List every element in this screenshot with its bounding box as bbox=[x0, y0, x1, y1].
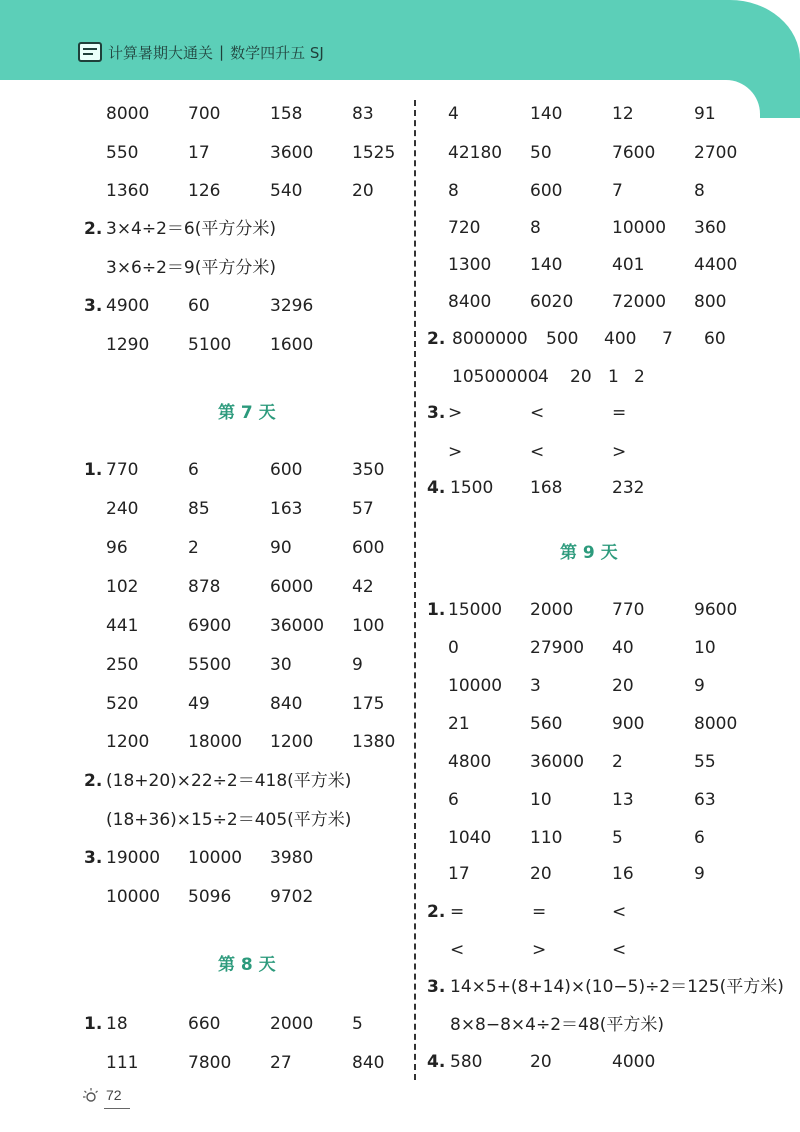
day9-q1-cell: 560 bbox=[530, 714, 563, 734]
day9-q4-cell: 4000 bbox=[612, 1052, 656, 1072]
day7-q1-cell: 600 bbox=[270, 460, 303, 480]
left-intro-cell: 126 bbox=[188, 181, 221, 201]
right-q4-cell: 1500 bbox=[450, 478, 494, 498]
day9-q1-cell: 20 bbox=[530, 864, 552, 884]
day9-q2-cell: < bbox=[612, 940, 627, 960]
right-intro-cell: 7 bbox=[612, 181, 623, 201]
day9-q1-cell: 2 bbox=[612, 752, 623, 772]
column-divider bbox=[414, 100, 416, 1080]
left-intro-cell: 17 bbox=[188, 143, 210, 163]
right-intro-cell: 360 bbox=[694, 218, 727, 238]
header-title-bar bbox=[78, 38, 324, 66]
day9-q2-cell: = bbox=[450, 902, 465, 922]
left-q3-cell: 60 bbox=[188, 296, 210, 316]
day7-q1-cell: 1200 bbox=[106, 732, 150, 752]
day7-q1-cell: 1200 bbox=[270, 732, 314, 752]
question-number: 2. bbox=[427, 329, 446, 349]
day9-q1-cell: 9 bbox=[694, 864, 705, 884]
left-intro-cell: 540 bbox=[270, 181, 303, 201]
right-q2a-cell: 8000000 bbox=[452, 329, 528, 349]
day7-q3-cell: 10000 bbox=[106, 887, 161, 907]
day9-q1-cell: 17 bbox=[448, 864, 470, 884]
day7-q1-cell: 240 bbox=[106, 499, 139, 519]
day7-q1-cell: 90 bbox=[270, 538, 292, 558]
day7-q1-cell: 441 bbox=[106, 616, 139, 636]
day7-q1-cell: 9 bbox=[352, 655, 363, 675]
day7-q1-cell: 2 bbox=[188, 538, 199, 558]
right-q3-cell: < bbox=[530, 442, 545, 462]
day9-q1-cell: 2000 bbox=[530, 600, 574, 620]
right-intro-cell: 8 bbox=[530, 218, 541, 238]
day9-q1-cell: 16 bbox=[612, 864, 634, 884]
day7-q1-cell: 878 bbox=[188, 577, 221, 597]
right-q2a-cell: 400 bbox=[604, 329, 637, 349]
day7-q3-cell: 19000 bbox=[106, 848, 161, 868]
day9-q1-cell: 9 bbox=[694, 676, 705, 696]
left-q3-cell: 1600 bbox=[270, 335, 314, 355]
day7-q1-cell: 18000 bbox=[188, 732, 243, 752]
day9-q1-cell: 10 bbox=[694, 638, 716, 658]
question-number: 4. bbox=[427, 1052, 446, 1072]
day7-q1-cell: 30 bbox=[270, 655, 292, 675]
day9-q2-cell: = bbox=[532, 902, 547, 922]
day7-q1-cell: 100 bbox=[352, 616, 385, 636]
right-intro-cell: 4 bbox=[448, 104, 459, 124]
day9-q2-cell: < bbox=[612, 902, 627, 922]
left-intro-cell: 1360 bbox=[106, 181, 150, 201]
question-number: 3. bbox=[84, 848, 103, 868]
left-intro-cell: 83 bbox=[352, 104, 374, 124]
day9-q1-cell: 6 bbox=[694, 828, 705, 848]
right-intro-cell: 2700 bbox=[694, 143, 738, 163]
day9-q1-cell: 15000 bbox=[448, 600, 503, 620]
day9-q1-cell: 110 bbox=[530, 828, 563, 848]
question-number: 3. bbox=[427, 403, 446, 423]
day7-q1-cell: 250 bbox=[106, 655, 139, 675]
day7-q1-cell: 85 bbox=[188, 499, 210, 519]
right-intro-cell: 50 bbox=[530, 143, 552, 163]
right-q3-cell: > bbox=[612, 442, 627, 462]
right-intro-cell: 7600 bbox=[612, 143, 656, 163]
answer-line: 3×4÷2＝6(平方分米) bbox=[106, 219, 277, 239]
left-intro-cell: 158 bbox=[270, 104, 303, 124]
question-number: 2. bbox=[84, 771, 103, 791]
question-number: 3. bbox=[427, 977, 446, 997]
right-q2b-cell: 10500000 bbox=[452, 367, 539, 387]
day7-q1-cell: 96 bbox=[106, 538, 128, 558]
question-number: 2. bbox=[427, 902, 446, 922]
right-intro-cell: 8 bbox=[448, 181, 459, 201]
subject-title: 数学四升五 SJ bbox=[230, 43, 324, 62]
day9-q1-cell: 55 bbox=[694, 752, 716, 772]
day9-q1-cell: 8000 bbox=[694, 714, 738, 734]
right-intro-cell: 10000 bbox=[612, 218, 667, 238]
right-q3-cell: > bbox=[448, 442, 463, 462]
day7-q1-cell: 600 bbox=[352, 538, 385, 558]
footer bbox=[82, 1086, 122, 1104]
day8-q1-cell: 7800 bbox=[188, 1053, 232, 1073]
left-intro-cell: 3600 bbox=[270, 143, 314, 163]
book-icon bbox=[78, 42, 102, 62]
day9-q1-cell: 13 bbox=[612, 790, 634, 810]
page-number-underline bbox=[104, 1108, 130, 1109]
right-q2a-cell: 7 bbox=[662, 329, 673, 349]
question-number: 2. bbox=[84, 219, 103, 239]
right-q2b-cell: 20 bbox=[570, 367, 592, 387]
answer-line: (18+20)×22÷2＝418(平方米) bbox=[106, 771, 352, 791]
day7-q1-cell: 175 bbox=[352, 694, 385, 714]
right-q2b-cell: 2 bbox=[634, 367, 645, 387]
day7-q3-cell: 9702 bbox=[270, 887, 314, 907]
day7-q1-cell: 5500 bbox=[188, 655, 232, 675]
day7-q1-cell: 49 bbox=[188, 694, 210, 714]
day8-q1-cell: 5 bbox=[352, 1014, 363, 1034]
day7-q1-cell: 57 bbox=[352, 499, 374, 519]
day7-q1-cell: 36000 bbox=[270, 616, 325, 636]
day8-q1-cell: 840 bbox=[352, 1053, 385, 1073]
day7-q1-cell: 1380 bbox=[352, 732, 396, 752]
day9-q1-cell: 0 bbox=[448, 638, 459, 658]
day9-q2-cell: < bbox=[450, 940, 465, 960]
left-intro-cell: 8000 bbox=[106, 104, 150, 124]
right-q4-cell: 168 bbox=[530, 478, 563, 498]
answer-line: 8×8−8×4÷2＝48(平方米) bbox=[450, 1015, 664, 1035]
day9-q1-cell: 63 bbox=[694, 790, 716, 810]
right-q3-cell: > bbox=[448, 403, 463, 423]
right-intro-cell: 42180 bbox=[448, 143, 503, 163]
right-intro-cell: 8400 bbox=[448, 292, 492, 312]
right-intro-cell: 1300 bbox=[448, 255, 492, 275]
day7-q1-cell: 840 bbox=[270, 694, 303, 714]
question-number: 1. bbox=[84, 1014, 103, 1034]
answer-line: 3×6÷2＝9(平方分米) bbox=[106, 258, 277, 278]
right-q2a-cell: 60 bbox=[704, 329, 726, 349]
right-intro-cell: 800 bbox=[694, 292, 727, 312]
day7-q1-cell: 163 bbox=[270, 499, 303, 519]
right-q3-cell: < bbox=[530, 403, 545, 423]
answer-line: 14×5+(8+14)×(10−5)÷2＝125(平方米) bbox=[450, 977, 784, 997]
day9-q1-cell: 40 bbox=[612, 638, 634, 658]
day8-q1-cell: 27 bbox=[270, 1053, 292, 1073]
day9-q1-cell: 21 bbox=[448, 714, 470, 734]
day9-q1-cell: 27900 bbox=[530, 638, 585, 658]
day9-q4-cell: 580 bbox=[450, 1052, 483, 1072]
left-intro-cell: 20 bbox=[352, 181, 374, 201]
page-number: 72 bbox=[106, 1087, 122, 1103]
right-intro-cell: 140 bbox=[530, 104, 563, 124]
right-intro-cell: 600 bbox=[530, 181, 563, 201]
day-heading: 第 8 天 bbox=[218, 955, 276, 975]
day9-q1-cell: 1040 bbox=[448, 828, 492, 848]
day7-q1-cell: 350 bbox=[352, 460, 385, 480]
question-number: 1. bbox=[84, 460, 103, 480]
right-q2a-cell: 500 bbox=[546, 329, 579, 349]
right-q3-cell: = bbox=[612, 403, 627, 423]
day-heading: 第 9 天 bbox=[560, 543, 618, 563]
question-number: 4. bbox=[427, 478, 446, 498]
day9-q1-cell: 10000 bbox=[448, 676, 503, 696]
title-separator: | bbox=[219, 43, 225, 61]
day7-q1-cell: 6 bbox=[188, 460, 199, 480]
day7-q1-cell: 6900 bbox=[188, 616, 232, 636]
day8-q1-cell: 111 bbox=[106, 1053, 139, 1073]
right-intro-cell: 140 bbox=[530, 255, 563, 275]
answer-line: (18+36)×15÷2＝405(平方米) bbox=[106, 810, 352, 830]
left-intro-cell: 1525 bbox=[352, 143, 396, 163]
day7-q3-cell: 5096 bbox=[188, 887, 232, 907]
series-title: 计算暑期大通关 bbox=[108, 43, 214, 62]
day9-q1-cell: 6 bbox=[448, 790, 459, 810]
right-intro-cell: 8 bbox=[694, 181, 705, 201]
day7-q1-cell: 102 bbox=[106, 577, 139, 597]
right-intro-cell: 4400 bbox=[694, 255, 738, 275]
right-q4-cell: 232 bbox=[612, 478, 645, 498]
right-intro-cell: 720 bbox=[448, 218, 481, 238]
question-number: 3. bbox=[84, 296, 103, 316]
day9-q1-cell: 10 bbox=[530, 790, 552, 810]
left-q3-cell: 3296 bbox=[270, 296, 314, 316]
right-intro-cell: 401 bbox=[612, 255, 645, 275]
day9-q1-cell: 36000 bbox=[530, 752, 585, 772]
day7-q1-cell: 6000 bbox=[270, 577, 314, 597]
day9-q1-cell: 20 bbox=[612, 676, 634, 696]
day8-q1-cell: 660 bbox=[188, 1014, 221, 1034]
day-heading: 第 7 天 bbox=[218, 403, 276, 423]
day8-q1-cell: 18 bbox=[106, 1014, 128, 1034]
day7-q1-cell: 42 bbox=[352, 577, 374, 597]
day9-q1-cell: 4800 bbox=[448, 752, 492, 772]
day9-q1-cell: 5 bbox=[612, 828, 623, 848]
left-q3-cell: 4900 bbox=[106, 296, 150, 316]
day9-q4-cell: 20 bbox=[530, 1052, 552, 1072]
left-intro-cell: 700 bbox=[188, 104, 221, 124]
right-intro-cell: 72000 bbox=[612, 292, 667, 312]
right-intro-cell: 91 bbox=[694, 104, 716, 124]
right-intro-cell: 6020 bbox=[530, 292, 574, 312]
day9-q1-cell: 3 bbox=[530, 676, 541, 696]
right-intro-cell: 12 bbox=[612, 104, 634, 124]
day7-q1-cell: 520 bbox=[106, 694, 139, 714]
day9-q2-cell: > bbox=[532, 940, 547, 960]
day9-q1-cell: 900 bbox=[612, 714, 645, 734]
left-q3-cell: 5100 bbox=[188, 335, 232, 355]
day7-q1-cell: 770 bbox=[106, 460, 139, 480]
day9-q1-cell: 770 bbox=[612, 600, 645, 620]
right-q2b-cell: 1 bbox=[608, 367, 619, 387]
day7-q3-cell: 3980 bbox=[270, 848, 314, 868]
question-number: 1. bbox=[427, 600, 446, 620]
day9-q1-cell: 9600 bbox=[694, 600, 738, 620]
day7-q3-cell: 10000 bbox=[188, 848, 243, 868]
left-q3-cell: 1290 bbox=[106, 335, 150, 355]
left-intro-cell: 550 bbox=[106, 143, 139, 163]
sun-icon bbox=[82, 1086, 100, 1104]
right-q2b-cell: 4 bbox=[538, 367, 549, 387]
day8-q1-cell: 2000 bbox=[270, 1014, 314, 1034]
